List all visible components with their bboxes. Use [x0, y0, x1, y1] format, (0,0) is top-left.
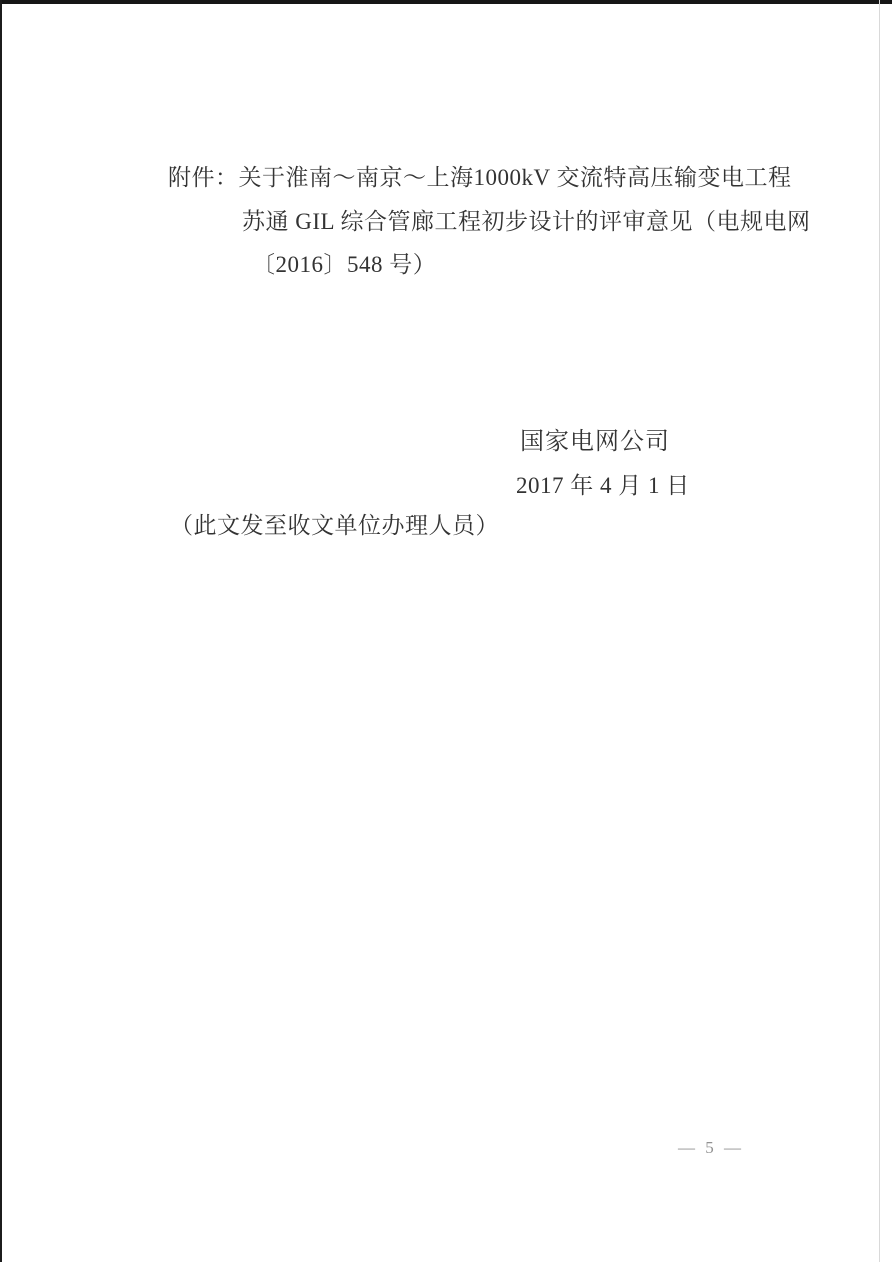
page-number: — 5 — [678, 1138, 744, 1157]
signature-organization: 国家电网公司 [520, 429, 670, 455]
signature-date: 2017 年 4 月 1 日 [516, 473, 690, 498]
attachment-line-1: 附件：关于淮南～南京～上海1000kV 交流特高压输变电工程 [168, 165, 792, 190]
scan-border-top [0, 0, 892, 4]
scan-border-left [0, 0, 2, 1262]
attachment-line-2: 苏通 GIL 综合管廊工程初步设计的评审意见（电规电网 [242, 209, 811, 234]
attachment-line-3: 〔2016〕548 号） [252, 252, 437, 277]
scan-border-right [879, 0, 880, 1262]
distribution-note: （此文发至收文单位办理人员） [170, 513, 499, 538]
